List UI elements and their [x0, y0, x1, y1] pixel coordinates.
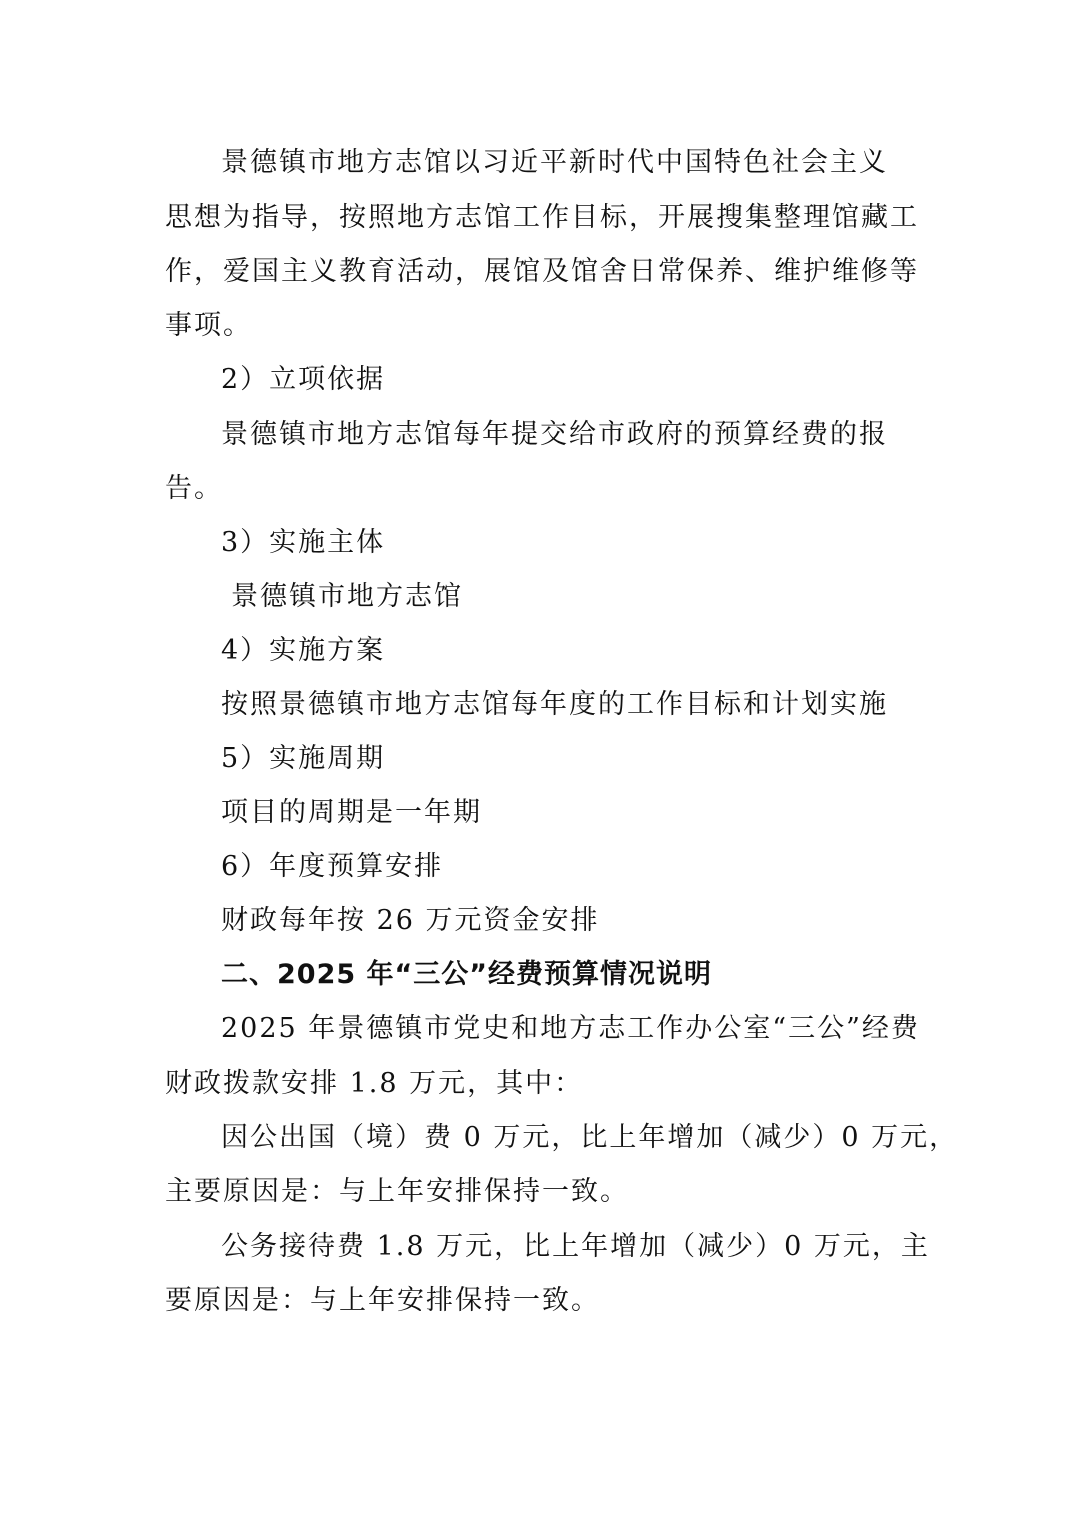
- reception-paragraph-line-1: 公务接待费 1.8 万元，比上年增加（减少）0 万元，主: [221, 1231, 930, 1262]
- item-5-text: 项目的周期是一年期: [221, 797, 482, 828]
- item-4-heading: 4）实施方案: [221, 635, 386, 666]
- section-heading: 二、2025 年“三公”经费预算情况说明: [221, 959, 713, 990]
- paragraph-1-line-3: 作，爱国主义教育活动，展馆及馆舍日常保养、维护维修等: [165, 256, 919, 287]
- overseas-paragraph-line-2: 主要原因是：与上年安排保持一致。: [165, 1176, 629, 1207]
- item-3-heading: 3）实施主体: [221, 527, 386, 558]
- paragraph-1-line-4: 事项。: [165, 310, 252, 341]
- item-6-text: 财政每年按 26 万元资金安排: [221, 905, 600, 936]
- paragraph-1-line-2: 思想为指导，按照地方志馆工作目标，开展搜集整理馆藏工: [165, 202, 919, 233]
- item-2-text-line-2: 告。: [165, 473, 223, 504]
- item-2-heading: 2）立项依据: [221, 364, 386, 395]
- paragraph-1-line-1: 景德镇市地方志馆以习近平新时代中国特色社会主义: [221, 147, 888, 178]
- item-5-heading: 5）实施周期: [221, 743, 386, 774]
- reception-paragraph-line-2: 要原因是：与上年安排保持一致。: [165, 1285, 600, 1316]
- item-2-text-line-1: 景德镇市地方志馆每年提交给市政府的预算经费的报: [221, 419, 888, 450]
- overseas-paragraph-line-1: 因公出国（境）费 0 万元，比上年增加（减少）0 万元，: [221, 1122, 959, 1153]
- section-paragraph-line-1: 2025 年景德镇市党史和地方志工作办公室“三公”经费: [221, 1013, 920, 1044]
- section-paragraph-line-2: 财政拨款安排 1.8 万元，其中：: [165, 1068, 584, 1099]
- item-3-text: 景德镇市地方志馆: [231, 581, 463, 612]
- item-4-text: 按照景德镇市地方志馆每年度的工作目标和计划实施: [221, 689, 888, 720]
- item-6-heading: 6）年度预算安排: [221, 851, 444, 882]
